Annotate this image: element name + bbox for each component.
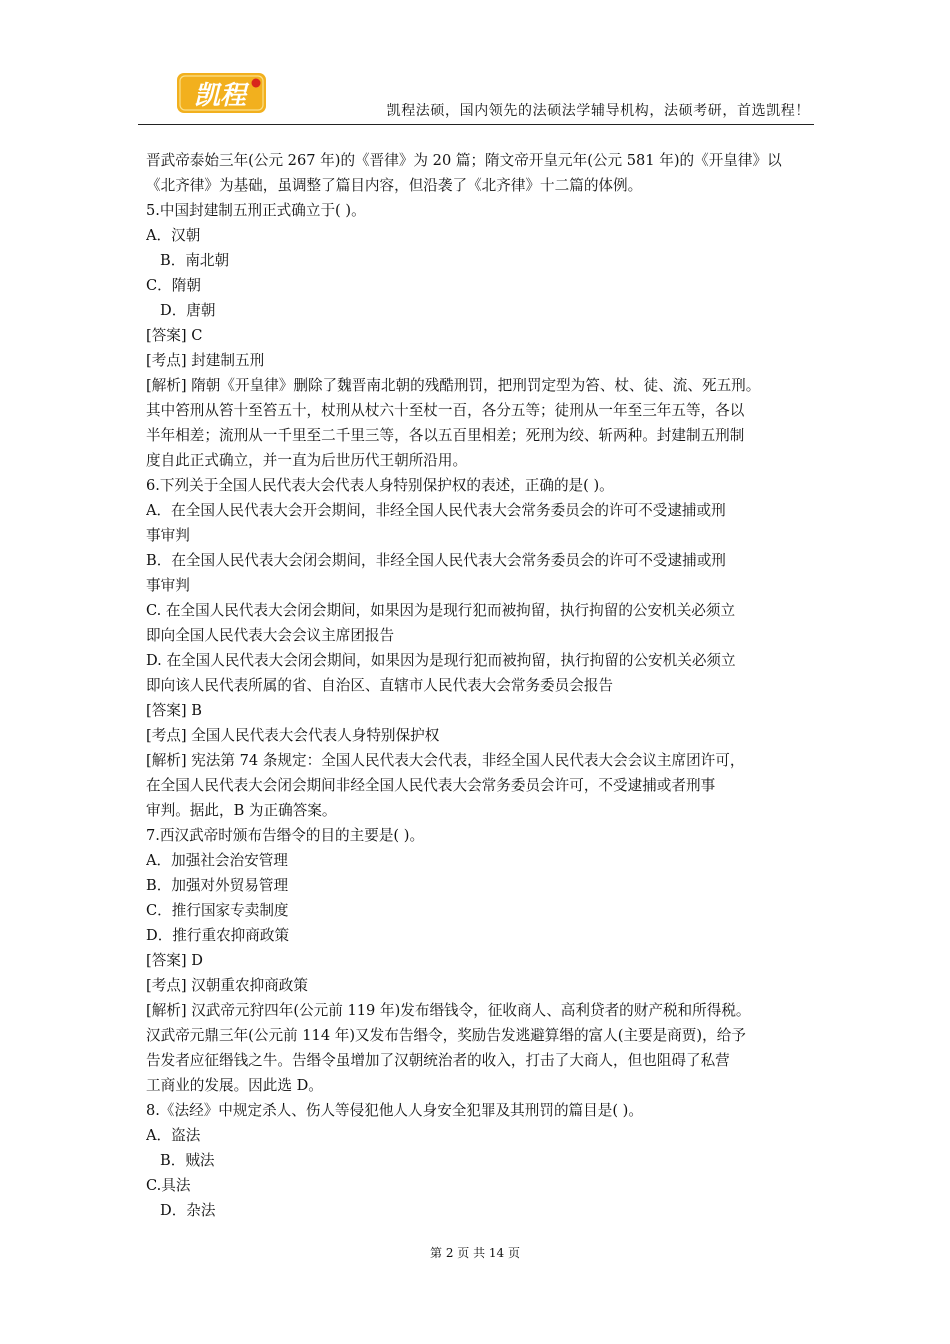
text-line: [答案] B [146, 702, 202, 719]
text-line: [答案] D [146, 952, 203, 969]
text-line: A．汉朝 [146, 227, 201, 244]
text-line: 晋武帝泰始三年(公元 267 年)的《晋律》为 20 篇；隋文帝开皇元年(公元 581 年)的《开皇律》以 [146, 152, 782, 169]
text-line: 6.下列关于全国人民代表大会代表人身特别保护权的表述，正确的是( )。 [146, 477, 614, 494]
text-line: B．南北朝 [160, 252, 230, 269]
text-line: [考点] 汉朝重农抑商政策 [146, 977, 308, 994]
text-line: C．隋朝 [146, 277, 201, 294]
text-line: [解析] 宪法第 74 条规定：全国人民代表大会代表，非经全国人民代表大会会议主席团许可， [146, 752, 745, 769]
text-line: 即向该人民代表所属的省、自治区、直辖市人民代表大会常务委员会报告 [146, 677, 614, 694]
text-line: 汉武帝元鼎三年(公元前 114 年)又发布告缗令，奖励告发逃避算缗的富人(主要是商贾)，给予 [146, 1027, 746, 1044]
text-line: 事审判 [146, 527, 190, 544]
text-line: 半年相差；流刑从一千里至二千里三等，各以五百里相差；死刑为绞、斩两种。封建制五刑制 [146, 427, 745, 444]
text-line: 7.西汉武帝时颁布告缗令的目的主要是( )。 [146, 827, 425, 844]
logo-graphic [176, 70, 268, 116]
text-line: 告发者应征缗钱之牛。告缗令虽增加了汉朝统治者的收入，打击了大商人，但也阻碍了私营 [146, 1052, 730, 1069]
text-line: B．贼法 [160, 1152, 215, 1169]
header-divider [138, 124, 814, 125]
text-line: 度自此正式确立，并一直为后世历代王朝所沿用。 [146, 452, 468, 469]
text-line: 审判。据此，B 为正确答案。 [146, 802, 337, 819]
text-line: D．杂法 [160, 1202, 216, 1219]
text-line: 《北齐律》为基础，虽调整了篇目内容，但沿袭了《北齐律》十二篇的体例。 [146, 177, 643, 194]
text-line: A．在全国人民代表大会开会期间，非经全国人民代表大会常务委员会的许可不受逮捕或刑 [146, 502, 726, 519]
svg-text:凯程: 凯程 [193, 81, 247, 111]
text-line: C.具法 [146, 1177, 191, 1194]
page-header [138, 66, 814, 126]
text-line: [考点] 封建制五刑 [146, 352, 265, 369]
text-line: [考点] 全国人民代表大会代表人身特别保护权 [146, 727, 440, 744]
text-line: [解析] 汉武帝元狩四年(公元前 119 年)发布缗钱令，征收商人、高利贷者的财产税和所得税。 [146, 1002, 751, 1019]
text-line: 工商业的发展。因此选 D。 [146, 1077, 323, 1094]
text-line: D. 在全国人民代表大会闭会期间，如果因为是现行犯而被拘留，执行拘留的公安机关必须立 [146, 652, 736, 669]
header-tagline: 凯程法硕，国内领先的法硕法学辅导机构，法硕考研，首选凯程！ [386, 103, 810, 119]
text-line: D．推行重农抑商政策 [146, 927, 290, 944]
text-line: A．盗法 [146, 1127, 201, 1144]
text-line: 即向全国人民代表大会会议主席团报告 [146, 627, 395, 644]
text-line: A．加强社会治安管理 [146, 852, 288, 869]
page-number: 第 2 页 共 14 页 [430, 1246, 520, 1260]
text-line: C. 在全国人民代表大会闭会期间，如果因为是现行犯而被拘留，执行拘留的公安机关必须立 [146, 602, 736, 619]
text-line: [解析] 隋朝《开皇律》删除了魏晋南北朝的残酷刑罚，把刑罚定型为笞、杖、徒、流、死五刑。 [146, 377, 761, 394]
brand-logo [176, 70, 268, 116]
text-line: 其中笞刑从笞十至笞五十，杖刑从杖六十至杖一百，各分五等；徒刑从一年至三年五等，各以 [146, 402, 745, 419]
text-line: 事审判 [146, 577, 190, 594]
text-line: D．唐朝 [160, 302, 216, 319]
text-line: [答案] C [146, 327, 203, 344]
text-line: 在全国人民代表大会闭会期间非经全国人民代表大会常务委员会许可，不受逮捕或者刑事 [146, 777, 716, 794]
text-line: 8.《法经》中规定杀人、伤人等侵犯他人人身安全犯罪及其刑罚的篇目是( )。 [146, 1102, 643, 1119]
text-line: 5.中国封建制五刑正式确立于( )。 [146, 202, 366, 219]
text-line: C．推行国家专卖制度 [146, 902, 289, 919]
document-body [146, 148, 826, 1223]
text-line: B．加强对外贸易管理 [146, 877, 289, 894]
text-line: B．在全国人民代表大会闭会期间，非经全国人民代表大会常务委员会的许可不受逮捕或刑 [146, 552, 726, 569]
